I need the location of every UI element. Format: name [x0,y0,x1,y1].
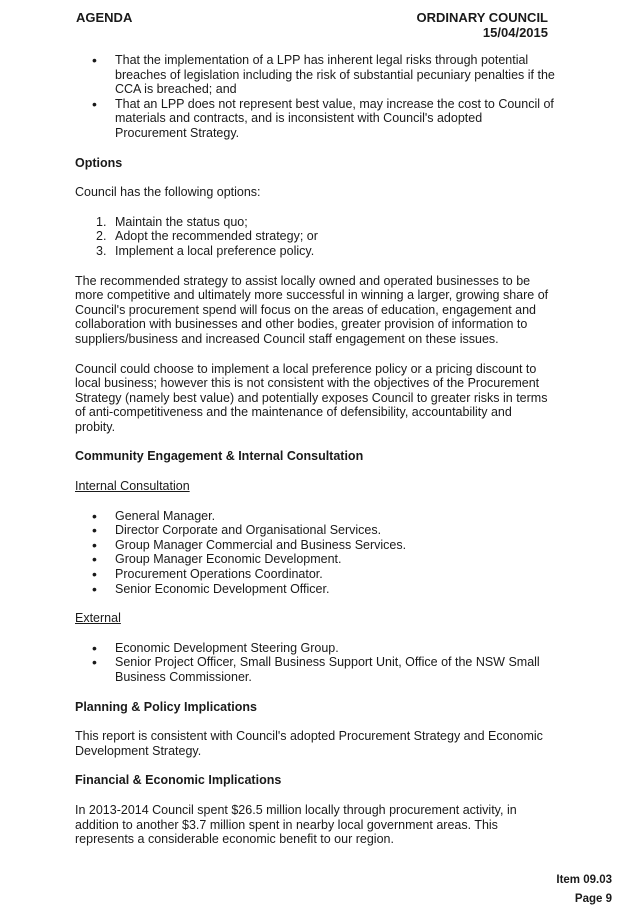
list-item [75,229,555,244]
options-paragraph-1: The recommended strategy to assist locally owned and operated businesses to be more competitive and ultimately more successful in winning a larger, growing share of Council's procurement spend will focus on the areas of education, engagement and collaboration with businesses and other bodies, greater provision of information to suppliers/business and increased Council staff engagement on these issues. [75,273,549,346]
list-text: Maintain the status quo; [115,214,248,229]
list-item: • Procurement Operations Coordinator. [75,567,555,582]
list-item: • That an LPP does not represent best value, may increase the cost to Council of materials and contracts, and is inconsistent with Council's adopted Procurement Strategy. [75,97,555,141]
list-number: 2. [96,229,107,244]
list-text: Implement a local preference policy. [115,243,315,258]
footer-item-number: Item 09.03 [556,874,612,886]
section-heading-community: Community Engagement & Internal Consultation [75,449,364,464]
section-heading-planning: Planning & Policy Implications [75,699,257,714]
options-intro: Council has the following options: [75,185,261,200]
external-list [75,641,555,685]
internal-consultation-label: Internal Consultation [75,479,190,494]
list-item [75,244,555,259]
section-heading-options: Options [75,155,123,170]
list-item [75,215,555,230]
options-list [75,215,555,259]
financial-paragraph: In 2013-2014 Council spent $26.5 million locally through procurement activity, in addition to another $3.7 million spent in nearby local government areas. This represents a considerable economic benefit to our region. [75,802,517,847]
list-item: • Senior Project Officer, Small Business Support Unit, Office of the NSW Small Business Commissioner. [75,655,555,684]
footer-page-number: Page 9 [574,893,612,905]
header-meeting-date: 15/04/2015 [482,25,548,40]
list-number: 1. [96,214,107,229]
list-item: • Group Manager Commercial and Business Services. [75,538,555,553]
list-item: • That the implementation of a LPP has inherent legal risks through potential breaches of legislation including the risk of substantial pecuniary penalties if the CCA is breached; and [75,53,555,97]
internal-consultation-list [75,509,555,597]
list-item: • Senior Economic Development Officer. [75,582,555,597]
header-meeting [417,10,548,40]
header-meeting-title: ORDINARY COUNCIL [416,10,548,25]
header-agenda: AGENDA [76,10,133,25]
list-item: • Director Corporate and Organisational Services. [75,523,555,538]
intro-bullet-list [75,53,555,141]
external-label: External [75,611,121,626]
document-body [75,53,555,847]
list-item: • General Manager. [75,509,555,524]
planning-paragraph: This report is consistent with Council's adopted Procurement Strategy and Economic Development Strategy. [75,729,543,758]
list-text: Adopt the recommended strategy; or [115,229,318,244]
list-item: • Economic Development Steering Group. [75,641,555,656]
section-heading-financial: Financial & Economic Implications [75,773,282,788]
list-number: 3. [96,243,107,258]
options-paragraph-2: Council could choose to implement a local preference policy or a pricing discount to local business; however this is not consistent with the objectives of the Procurement Strategy (namely best value) and potentially exposes Council to greater risks in terms of anti-competitiveness and the maintenance of defensibility, accountability and probity. [75,361,548,434]
list-item: • Group Manager Economic Development. [75,552,555,567]
